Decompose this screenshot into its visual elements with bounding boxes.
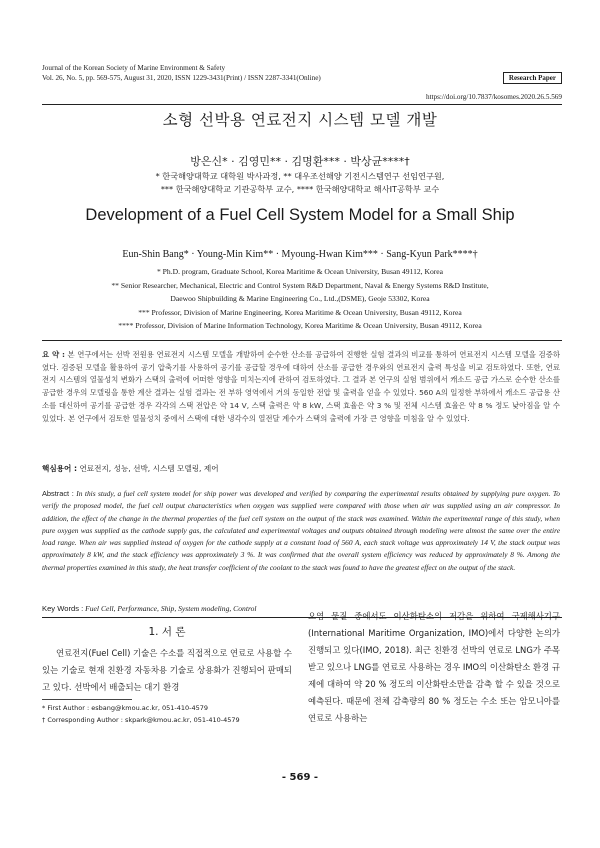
korean-keywords <box>42 463 219 474</box>
journal-volume: Vol. 26, No. 5, pp. 569-575, August 31, 2020, ISSN 1229-3431(Print) / ISSN 2287-3341(Online) <box>42 73 321 82</box>
korean-abstract <box>42 349 560 425</box>
english-affiliation-2: ** Senior Researcher, Mechanical, Electric and Control System R&D Department, Naval & Energy Systems R&D Institute, <box>111 281 489 290</box>
journal-name: Journal of the Korean Society of Marine Environment & Safety <box>42 64 226 72</box>
english-abstract-text: In this study, a fuel cell system model for ship power was developed and verified by comparing the experimental results obtained by supplying pure oxygen. To verify the proposed model, the fuel cell output characteristics when oxygen was supplied were compared with those when air was supplied using an air compressor. In addition, the effect of the change in the thermal properties of the fuel cell system on the output of the stack was examined. Within the experimental range of this study, when pure oxygen was supplied as the cathode supply gas, the calculated and experimental voltages and outputs obtained through modeling were almost the same over the entire load range. When air was supplied instead of oxygen for the cathode supply at a constant load of 560 A, each stack voltage was approximately 14 V, the stack output was approximately 8 kW, and the stack efficiency was approximately 3 %. It was confirmed that the overall system efficiency was reduced by approximately 8 %. Among the thermal properties examined in this study, the heat transfer coefficient of the coolant to the stack was found to have the greatest effect on the output of the stack. <box>42 489 560 572</box>
footnote-rule <box>42 699 132 700</box>
korean-keywords-text: 연료전지, 성능, 선박, 시스템 모델링, 제어 <box>79 464 219 473</box>
english-abstract-label: Abstract : <box>42 489 74 498</box>
journal-info <box>42 64 321 83</box>
english-keywords <box>42 604 257 613</box>
header-rule <box>42 104 562 105</box>
english-title: Development of a Fuel Cell System Model for a Small Ship <box>85 206 515 224</box>
korean-authors: 방은신* · 김영민** · 김명환*** · 박상균****† <box>190 155 410 168</box>
korean-keywords-label: 핵심용어 : <box>42 464 78 473</box>
korean-affiliation-1: * 한국해양대학교 대학원 박사과정, ** 대우조선해양 기전시스템연구 선임연구원, <box>155 171 445 181</box>
section-title-introduction: 1. 서 론 <box>148 626 186 638</box>
english-affiliation-1: * Ph.D. program, Graduate School, Korea Maritime & Ocean University, Busan 49112, Korea <box>156 267 444 276</box>
doi-link[interactable]: https://doi.org/10.7837/kosomes.2020.26.5.569 <box>425 93 562 101</box>
footnote-first-author: * First Author : esbang@kmou.ac.kr, 051-410-4579 <box>42 704 209 712</box>
paper-type-badge: Research Paper <box>503 72 562 84</box>
footnote-corresponding-author: † Corresponding Author : skpark@kmou.ac.kr, 051-410-4579 <box>42 716 240 724</box>
korean-abstract-text: 본 연구에서는 선박 전원용 연료전지 시스템 모델을 개발하여 순수한 산소를 공급하여 진행한 실험 결과의 비교를 통하여 연료전지 시스템 모델을 검증하였다. 검증된 모델을 활용하여 공기 압축기를 사용하여 공기를 공급할 경우에 대하여 산소를 공급한 경우와의 연료전지 출력 특성을 비교 검토하였다. 또한, 연료전지 시스템의 열물성치 변화가 스택의 출력에 어떠한 영향을 미치는지에 관하여 검토하였다. 그 결과 본 연구의 실험 범위에서 캐소드 공급 가스로 순수한 산소를 공급한 경우의 모델링을 통한 계산 결과는 실험 결과는 전 부하 영역에서 거의 동일한 전압 및 출력을 얻을 수 있었다. 560 A의 일정한 부하에서 캐소드 공급용 산소를 대신하여 공기를 공급한 경우 각각의 스택 전압은 약 14 V, 스택 출력은 약 8 kW, 스택 효율은 약 3 % 및 전체 시스템 효율은 약 8 % 정도 낮아짐을 알 수 있었다. 본 연구에서 검토한 열물성치 중에서 스택에 대한 냉각수의 열전달 계수가 스택의 출력에 가장 큰 영향을 미침을 알 수 있었다. <box>42 350 560 423</box>
english-affiliation-3: Daewoo Shipbuilding & Marine Engineering Co., Ltd.,(DSME), Geoje 53302, Korea <box>170 294 430 303</box>
abstract-top-rule <box>42 340 562 341</box>
english-abstract <box>42 488 560 574</box>
english-affiliation-5: **** Professor, Division of Marine Information Technology, Korea Maritime & Ocean University, Busan 49112, Korea <box>118 321 482 330</box>
korean-abstract-label: 요 약 : <box>42 350 65 359</box>
english-keywords-text: Fuel Cell, Performance, Ship, System modeling, Control <box>85 604 257 613</box>
page-number: - 569 - <box>281 772 319 783</box>
body-left-column: 연료전지(Fuel Cell) 기술은 수소를 직접적으로 연료로 사용할 수 있는 기술로 현재 친환경 자동차용 기술로 상용화가 진행되어 판매되고 있다. 선박에서 배출되는 대기 환경 <box>42 648 292 692</box>
english-authors: Eun-Shin Bang* · Young-Min Kim** · Myoung-Hwan Kim*** · Sang-Kyun Park****† <box>122 249 478 260</box>
body-right-column: 오염 물질 중에서도 이산화탄소의 저감을 위하여 국제해사기구(International Maritime Organization, IMO)에서 다양한 논의가 진행되고 있다(IMO, 2018). 최근 친환경 선박의 연료로 LNG가 주목받고 있으나 LNG를 연료로 사용하는 경우 IMO의 이산화탄소 환경 규제에 대하여 약 20 % 정도의 이산화탄소만을 감축 할 수 있을 것으로 예측된다. 때문에 전체 감축량의 80 % 정도는 수소 또는 암모니아를 연료로 사용하는 <box>308 611 560 723</box>
english-keywords-label: Key Words : <box>42 604 84 613</box>
korean-affiliation-2: *** 한국해양대학교 기관공학부 교수, **** 한국해양대학교 해사IT공학부 교수 <box>160 184 440 194</box>
english-affiliation-4: *** Professor, Division of Marine Engineering, Korea Maritime & Ocean University, Busan 49112, Korea <box>138 308 462 317</box>
korean-title: 소형 선박용 연료전지 시스템 모델 개발 <box>162 111 438 129</box>
